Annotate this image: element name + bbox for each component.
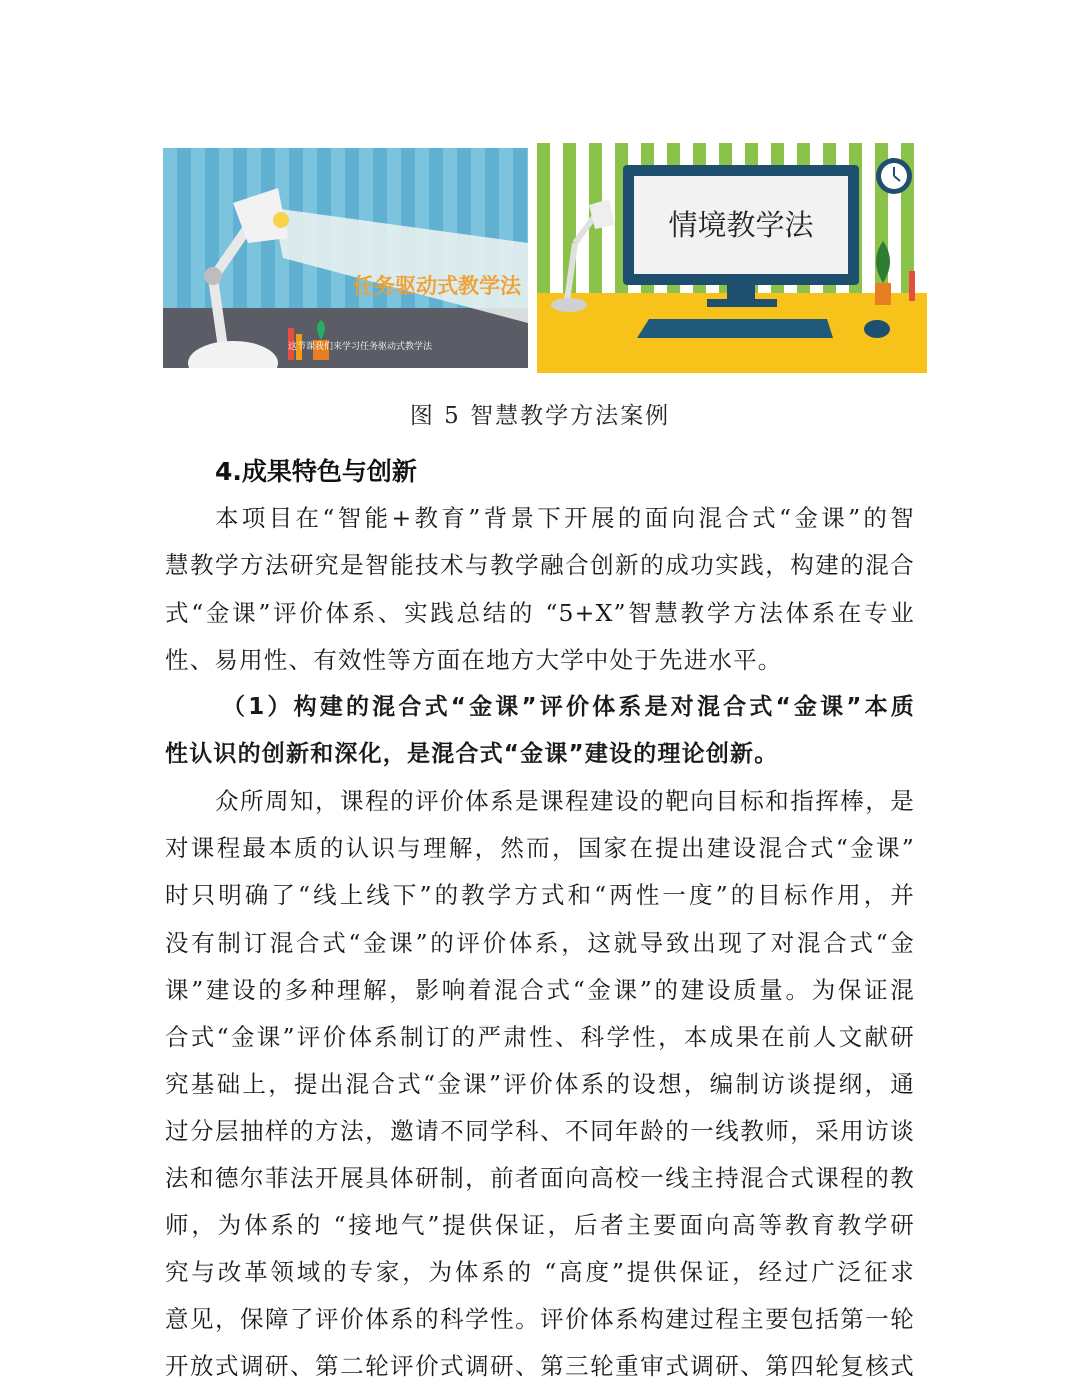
- paragraph-line: 式“金课”评价体系、实践总结的 “5+X”智慧教学方法体系在专业: [165, 599, 915, 627]
- paragraph-line: 过分层抽样的方法，邀请不同学科、不同年龄的一线教师，采用访谈: [165, 1117, 915, 1145]
- subheading-line: （1）构建的混合式“金课”评价体系是对混合式“金课”本质: [222, 694, 915, 720]
- paragraph-line: 意见，保障了评价体系的科学性。评价体系构建过程主要包括第一轮: [165, 1305, 915, 1333]
- paragraph-line: 本项目在“智能+教育”背景下开展的面向混合式“金课”的智: [215, 504, 915, 532]
- subheading-line: 性认识的创新和深化，是混合式“金课”建设的理论创新。: [165, 741, 779, 767]
- screen-text: 情境教学法: [668, 208, 814, 242]
- paragraph-line: 开放式调研、第二轮评价式调研、第三轮重审式调研、第四轮复核式: [165, 1352, 915, 1380]
- task-driven-teaching-illustration: [163, 148, 528, 368]
- paragraph-line: 性、易用性、有效性等方面在地方大学中处于先进水平。: [165, 646, 783, 674]
- paragraph-line: 合式“金课”评价体系制订的严肃性、科学性，本成果在前人文献研: [165, 1023, 915, 1051]
- subtitle-text: 这节课我们来学习任务驱动式教学法: [288, 342, 433, 352]
- section-heading: 4.成果特色与创新: [215, 457, 417, 486]
- paragraph-line: 慧教学方法研究是智能技术与教学融合创新的成功实践，构建的混合: [165, 551, 915, 579]
- paragraph-line: 法和德尔菲法开展具体研制，前者面向高校一线主持混合式课程的教: [165, 1164, 915, 1192]
- paragraph-line: 究基础上，提出混合式“金课”评价体系的设想，编制访谈提纲，通: [165, 1070, 915, 1098]
- situational-teaching-illustration: [537, 143, 927, 373]
- paragraph-line: 课”建设的多种理解，影响着混合式“金课”的建设质量。为保证混: [165, 976, 915, 1004]
- paragraph-line: 时只明确了“线上线下”的教学方式和“两性一度”的目标作用，并: [165, 881, 915, 909]
- paragraph-line: 师，为体系的 “接地气”提供保证，后者主要面向高等教育教学研: [165, 1211, 915, 1239]
- figure-caption: 图 5 智慧教学方法案例: [409, 403, 671, 429]
- paragraph-line: 究与改革领域的专家，为体系的 “高度”提供保证，经过广泛征求: [165, 1258, 915, 1286]
- banner-text: 任务驱动式教学法: [353, 274, 521, 298]
- paragraph-line: 众所周知，课程的评价体系是课程建设的靶向目标和指挥棒，是: [215, 787, 915, 815]
- paragraph-line: 对课程最本质的认识与理解，然而，国家在提出建设混合式“金课”: [165, 834, 915, 862]
- paragraph-line: 没有制订混合式“金课”的评价体系，这就导致出现了对混合式“金: [165, 929, 915, 957]
